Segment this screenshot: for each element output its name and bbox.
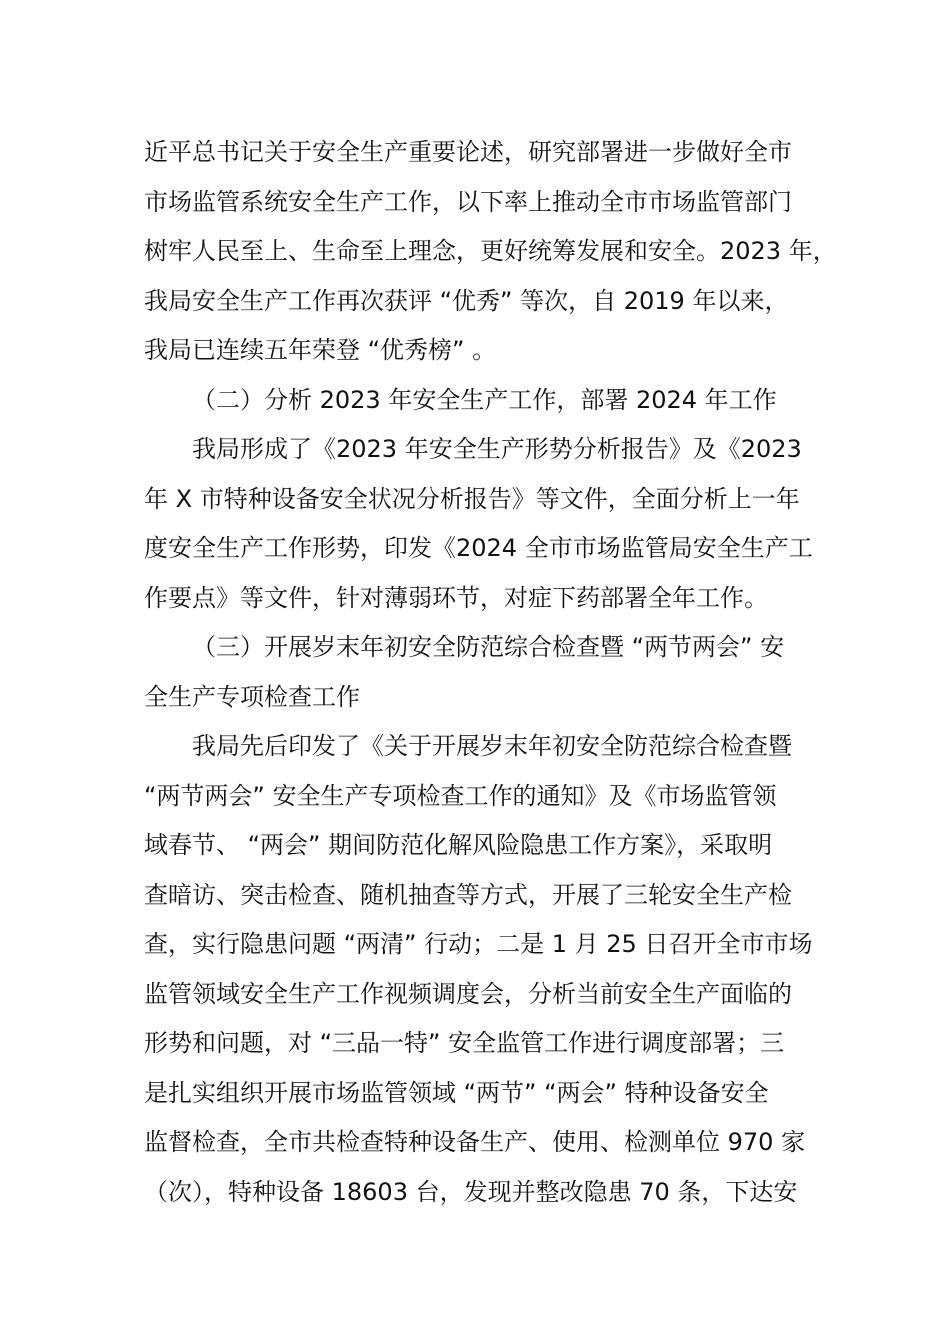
text-line-10: 作要点》等文件，针对薄弱环节，对症下药部署全年工作。 [144,583,768,612]
text-line-16: 查暗访、突击检查、随机抽查等方式，开展了三轮安全生产检 [144,880,792,909]
section-heading-3-cont: 全生产专项检查工作 [144,682,360,711]
text-line-3: 树牢人民至上、生命至上理念，更好统筹发展和安全。2023 年， [144,237,837,265]
text-line-4: 我局安全生产工作再次获评 “优秀” 等次，自 2019 年以来， [144,286,789,315]
text-line-14: “两节两会” 安全生产专项检查工作的通知》及《市场监管领 [144,781,777,810]
text-line-20: 是扎实组织开展市场监管领域 “两节” “两会” 特种设备安全 [144,1078,769,1107]
text-line-2: 市场监管系统安全生产工作，以下率上推动全市市场监管部门 [144,187,792,216]
section-heading-2: （二）分析 2023 年安全生产工作，部署 2024 年工作 [192,385,777,414]
paragraph-start-3: 我局先后印发了《关于开展岁末年初安全防范综合检查暨 [192,732,792,760]
text-line-5: 我局已连续五年荣登 “优秀榜” 。 [144,336,497,364]
text-line-15: 域春节、 “两会” 期间防范化解风险隐患工作方案》，采取明 [144,831,773,859]
text-line-17: 查，实行隐患问题 “两清” 行动；二是 1 月 25 日召开全市市场 [144,930,813,958]
text-line-18: 监管领域安全生产工作视频调度会，分析当前安全生产面临的 [144,979,792,1008]
text-line-1: 近平总书记关于安全生产重要论述，研究部署进一步做好全市 [144,138,792,166]
document-body [144,128,837,1217]
paragraph-start-2: 我局形成了《2023 年安全生产形势分析报告》及《2023 [192,435,802,463]
text-line-21: 监督检查，全市共检查特种设备生产、使用、检测单位 970 家 [144,1128,806,1156]
text-line-19: 形势和问题，对 “三品一特” 安全监管工作进行调度部署；三 [144,1029,785,1057]
text-line-9: 度安全生产工作形势，印发《2024 全市市场监管局安全生产工 [144,534,813,562]
text-line-8: 年 X 市特种设备安全状况分析报告》等文件，全面分析上一年 [144,484,800,513]
section-heading-3: （三）开展岁末年初安全防范综合检查暨 “两节两会” 安 [192,633,785,661]
text-line-22: （次），特种设备 18603 台，发现并整改隐患 70 条，下达安 [144,1177,798,1206]
